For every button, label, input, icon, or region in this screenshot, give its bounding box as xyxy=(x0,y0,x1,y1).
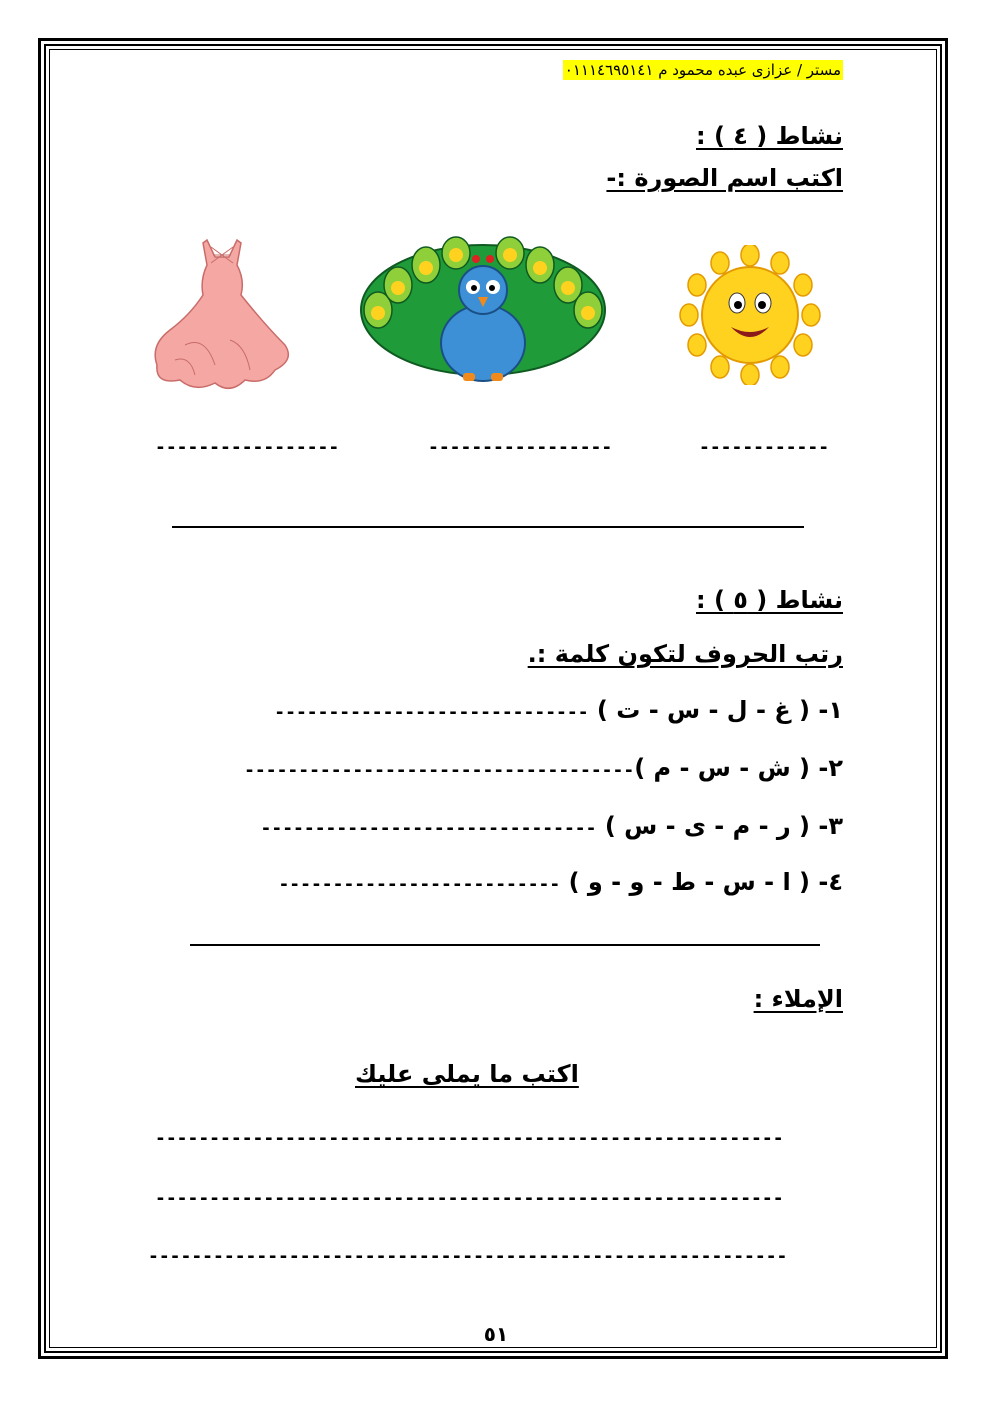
section-divider-2 xyxy=(190,944,820,946)
word-item-3-letters: ٣- ( ر - م - ى - س ) xyxy=(596,812,843,840)
dictation-line-1[interactable]: ---------------------------------------------------------- xyxy=(155,1128,784,1149)
section-divider xyxy=(172,526,804,528)
dictation-line-3[interactable]: ----------------------------------------------------------- xyxy=(148,1246,788,1267)
word-item-2 xyxy=(244,754,843,782)
peacock-image xyxy=(358,235,608,385)
word-item-3 xyxy=(261,812,843,840)
teacher-credit: مستر / عزازى عبده محمود م ٠١١١٤٦٩٥١٤١ xyxy=(564,61,841,79)
answer-line-dress[interactable]: ----------------- xyxy=(155,437,340,458)
dictation-line-2[interactable]: ---------------------------------------------------------- xyxy=(155,1188,784,1209)
activity5-title: نشاط ( ٥ ) : xyxy=(696,586,843,614)
activity4-instruction: اكتب اسم الصورة :- xyxy=(606,164,843,192)
dictation-title: الإملاء : xyxy=(753,985,843,1013)
word-item-4 xyxy=(278,868,843,896)
word-item-1 xyxy=(274,696,843,724)
sun-image xyxy=(675,245,825,385)
word-item-2-blank[interactable]: ------------------------------------ xyxy=(244,760,635,781)
dictation-instruction: اكتب ما يملى عليك xyxy=(355,1060,579,1088)
word-item-1-letters: ١- ( غ - ل - س - ت ) xyxy=(588,696,843,724)
word-item-4-blank[interactable]: -------------------------- xyxy=(278,874,561,895)
word-item-2-letters: ٢- ( ش - س - م ) xyxy=(634,754,843,782)
activity5-instruction: رتب الحروف لتكون كلمة :. xyxy=(527,640,843,668)
page-number: ٥١ xyxy=(483,1322,509,1346)
answer-line-peacock[interactable]: ----------------- xyxy=(428,437,613,458)
word-item-3-blank[interactable]: ------------------------------- xyxy=(260,818,597,839)
activity4-title: نشاط ( ٤ ) : xyxy=(696,122,843,150)
word-item-1-blank[interactable]: ----------------------------- xyxy=(274,702,589,723)
word-item-4-letters: ٤- ( ا - س - ط - و - و ) xyxy=(560,868,843,896)
dress-image xyxy=(145,235,305,395)
answer-line-sun[interactable]: ------------ xyxy=(699,437,830,458)
